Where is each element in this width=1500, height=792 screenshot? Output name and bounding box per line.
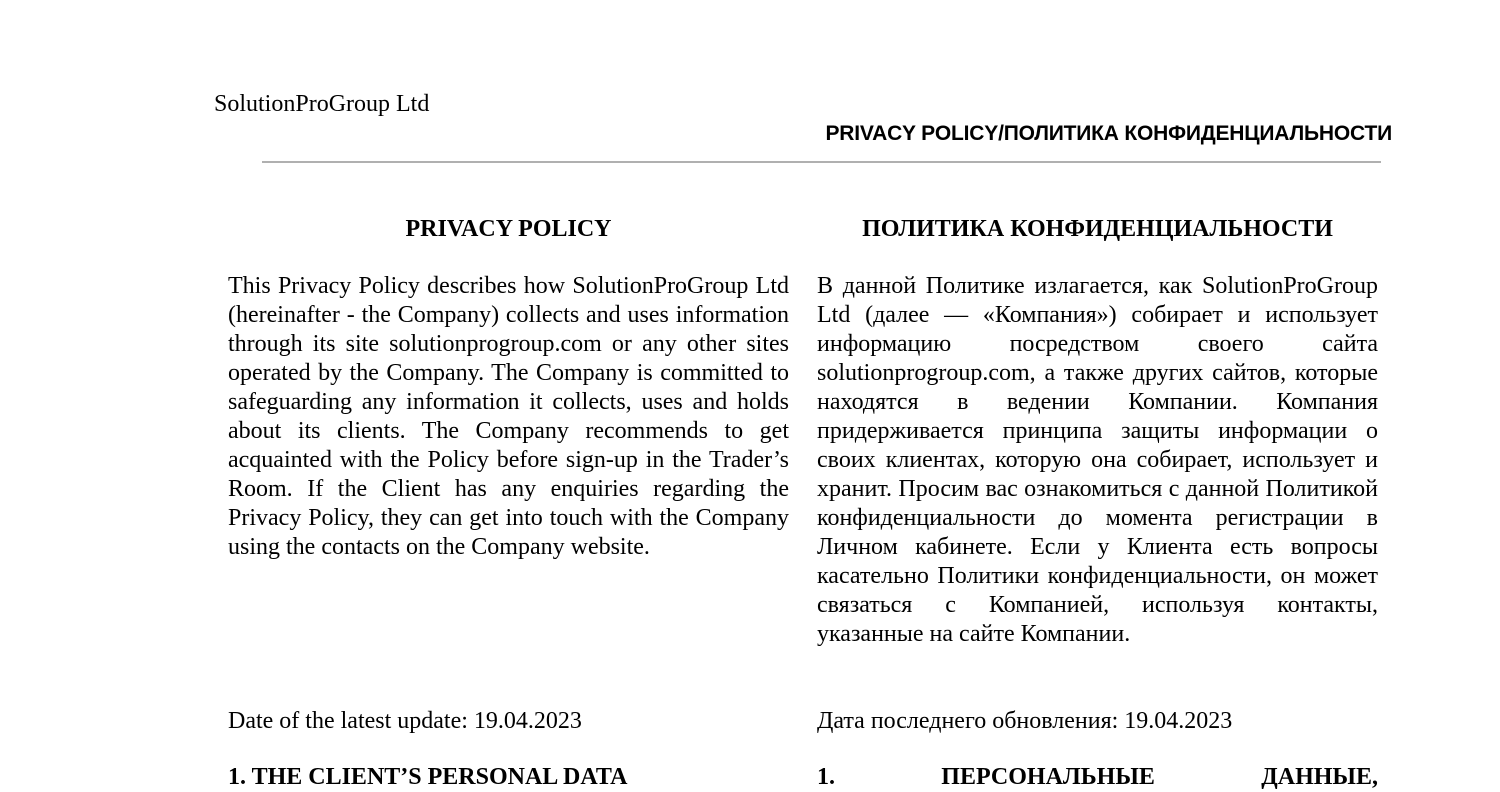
english-intro-paragraph: This Privacy Policy describes how SolutionProGroup Ltd (hereinafter - the Company) collects and uses information through its site solutionprogroup.com or any other sites operated by the Company. The Company is committed to safeguarding any information it collects, uses and holds about its clients. The Company recommends to get acquainted with the Policy before sign-up in the Trader’s Room. If the Client has any enquiries regarding the Privacy Policy, they can get into touch with the Company using the contacts on the Company website. [228, 273, 789, 560]
russian-intro-paragraph: В данной Политике излагается, как SolutionProGroup Ltd (далее — «Компания») собирает и использует информацию посредством своего сайта solutionprogroup.com, а также других сайтов, которые находятся в ведении Компании. Компания придерживается принципа защиты информации о своих клиентах, которую она собирает, использует и хранит. Просим вас ознакомиться с данной Политикой конфиденциальности до момента регистрации в Личном кабинете. Если у Клиента есть вопросы касательно Политики конфиденциальности, он может связаться с Компанией, используя контакты, указанные на сайте Компании. [817, 273, 1378, 647]
header-company-name: SolutionProGroup Ltd [214, 91, 430, 117]
russian-section-1-word-1: ПЕРСОНАЛЬНЫЕ [941, 764, 1155, 790]
header-divider [262, 161, 1381, 163]
english-section-1-heading: 1. THE CLIENT’S PERSONAL DATA [228, 764, 628, 790]
russian-update-date: Дата последнего обновления: 19.04.2023 [817, 708, 1233, 734]
header-document-title: PRIVACY POLICY/ПОЛИТИКА КОНФИДЕНЦИАЛЬНОСТИ [825, 122, 1393, 145]
russian-section-1-word-2: ДАННЫЕ, [1261, 764, 1378, 790]
english-update-date: Date of the latest update: 19.04.2023 [228, 708, 582, 734]
russian-section-1-number: 1. [817, 764, 835, 790]
russian-section-1-heading [817, 762, 1378, 792]
russian-title: ПОЛИТИКА КОНФИДЕНЦИАЛЬНОСТИ [862, 216, 1333, 242]
english-title: PRIVACY POLICY [405, 216, 612, 242]
